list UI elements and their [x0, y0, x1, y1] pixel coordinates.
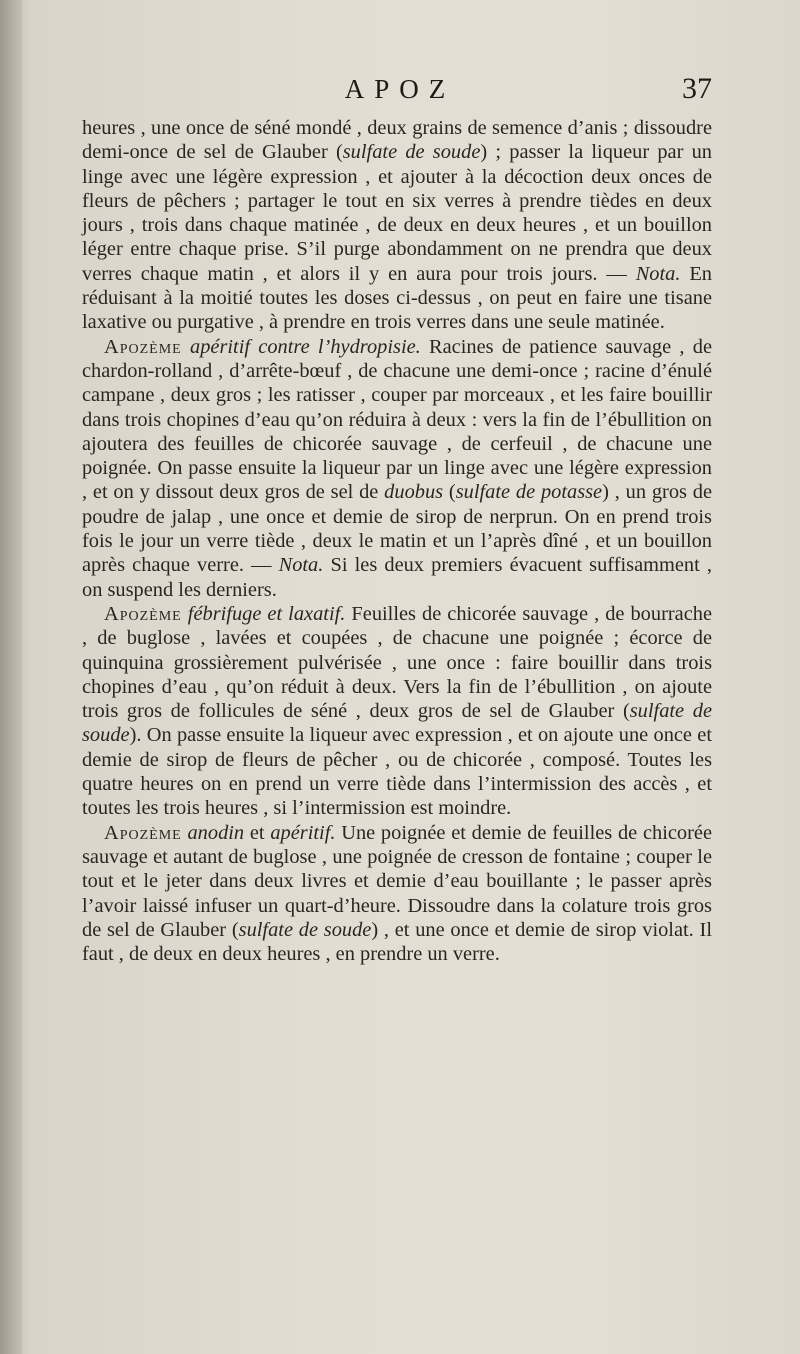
paragraph-purgative-continuation: [82, 116, 712, 335]
text-run-italic: sulfate de potasse: [455, 481, 603, 504]
text-run-italic: apéritif.: [270, 821, 336, 844]
text-run: Racines de patience sauvage , de chardon-rolland , d’arrête-bœuf , de chacune une demi-once ; racine d’énulé campane , deux gros ; les ratisser , couper par morceaux , et les faire bouillir dans trois chopines d’eau qu’on réduira à deux : vers la fin de l’ébullition on ajoutera des feuilles de chicorée sauvage , de cerfeuil , de chacune une poignée. On passe ensuite la liqueur par un linge avec une légère expression , et on y dissout deux gros de sel de: [82, 335, 712, 504]
text-run: ) , un gros de poudre de jalap , une once et demie de sirop de nerprun. On en prend trois fois le jour un verre tiède , deux le matin et un l’après dîné , et un bouillon après chaque verre. —: [82, 481, 713, 577]
text-run-italic: sulfate de soude: [342, 141, 481, 164]
text-run-italic: Nota.: [278, 554, 324, 577]
text-run-italic: sulfate de soude: [238, 918, 372, 941]
text-run-italic: apéritif contre l’hydropisie.: [190, 335, 421, 358]
page-gutter: [0, 0, 22, 1354]
text-run: En réduisant à la moitié toutes les doses ci-dessus , on peut en faire une tisane laxative ou purgative , à prendre en trois verres dans une seule matinée.: [82, 262, 712, 334]
text-run: ) ; passer la liqueur par un linge avec une légère expression , et ajouter à la décoction deux onces de fleurs de pêchers ; partager le tout en six verres à prendre tièdes en deux jours , trois dans chaque matinée , de deux en deux heures , et un bouillon léger entre chaque prise. S’il purge abondamment on ne prendra que deux verres chaque matin , et alors il y en aura pour trois jours. —: [82, 141, 712, 285]
page-number: 37: [682, 72, 712, 105]
paragraph-apozeme-anodin: [82, 821, 712, 967]
body-text: [82, 116, 712, 966]
text-run-italic: duobus: [384, 481, 444, 504]
text-run: ) , et une once et demie de sirop violat. Il faut , de deux en deux heures , en prendre un verre.: [82, 918, 712, 966]
entry-heading: Apozème: [104, 602, 182, 625]
entry-heading: Apozème: [104, 821, 182, 844]
entry-heading: Apozème: [104, 335, 182, 358]
running-title: APOZ: [344, 74, 456, 104]
text-run-italic: fébrifuge et laxatif.: [187, 602, 346, 625]
text-run: et: [244, 821, 271, 844]
text-run-italic: anodin: [187, 821, 245, 844]
text-run: Une poignée et demie de feuilles de chicorée sauvage et autant de buglose , une poignée de cresson de fontaine ; couper le tout et le jeter dans deux livres et demie d’eau bouillante ; le passer après l’avoir laissé infuser un quart-d’heure. Dissoudre dans la colature trois gros de sel de Glauber (: [82, 821, 712, 941]
text-run: [182, 336, 190, 358]
text-run: (: [443, 481, 456, 504]
text-run-italic: Nota.: [635, 262, 681, 285]
paragraph-apozeme-febrifuge: [82, 602, 712, 821]
text-run: Si les deux premiers évacuent suffisamment , on suspend les derniers.: [82, 554, 712, 601]
text-run: heures , une once de séné mondé , deux grains de semence d’anis ; dissoudre demi-once de sel de Glauber (: [82, 117, 712, 164]
text-run: Feuilles de chicorée sauvage , de bourrache , de buglose , lavées et coupées , de chacune une poignée ; écorce de quinquina grossièrement pulvérisée , une once : faire bouillir dans trois chopines d’eau , qu’on réduit à deux. Vers la fin de l’ébullition , on ajoute trois gros de follicules de séné , deux gros de sel de Glauber (: [82, 602, 713, 723]
running-head: [80, 74, 720, 114]
text-run: ). On passe ensuite la liqueur avec expression , et on ajoute une once et demie de sirop de fleurs de pêcher , ou de chicorée , composé. Toutes les quatre heures on en prend un verre tiède dans l’intermission des accès , et toutes les trois heures , si l’intermission est moindre.: [82, 724, 712, 820]
text-run-italic: sulfate de soude: [82, 700, 712, 747]
paragraph-apozeme-hydropisie: [82, 335, 712, 602]
